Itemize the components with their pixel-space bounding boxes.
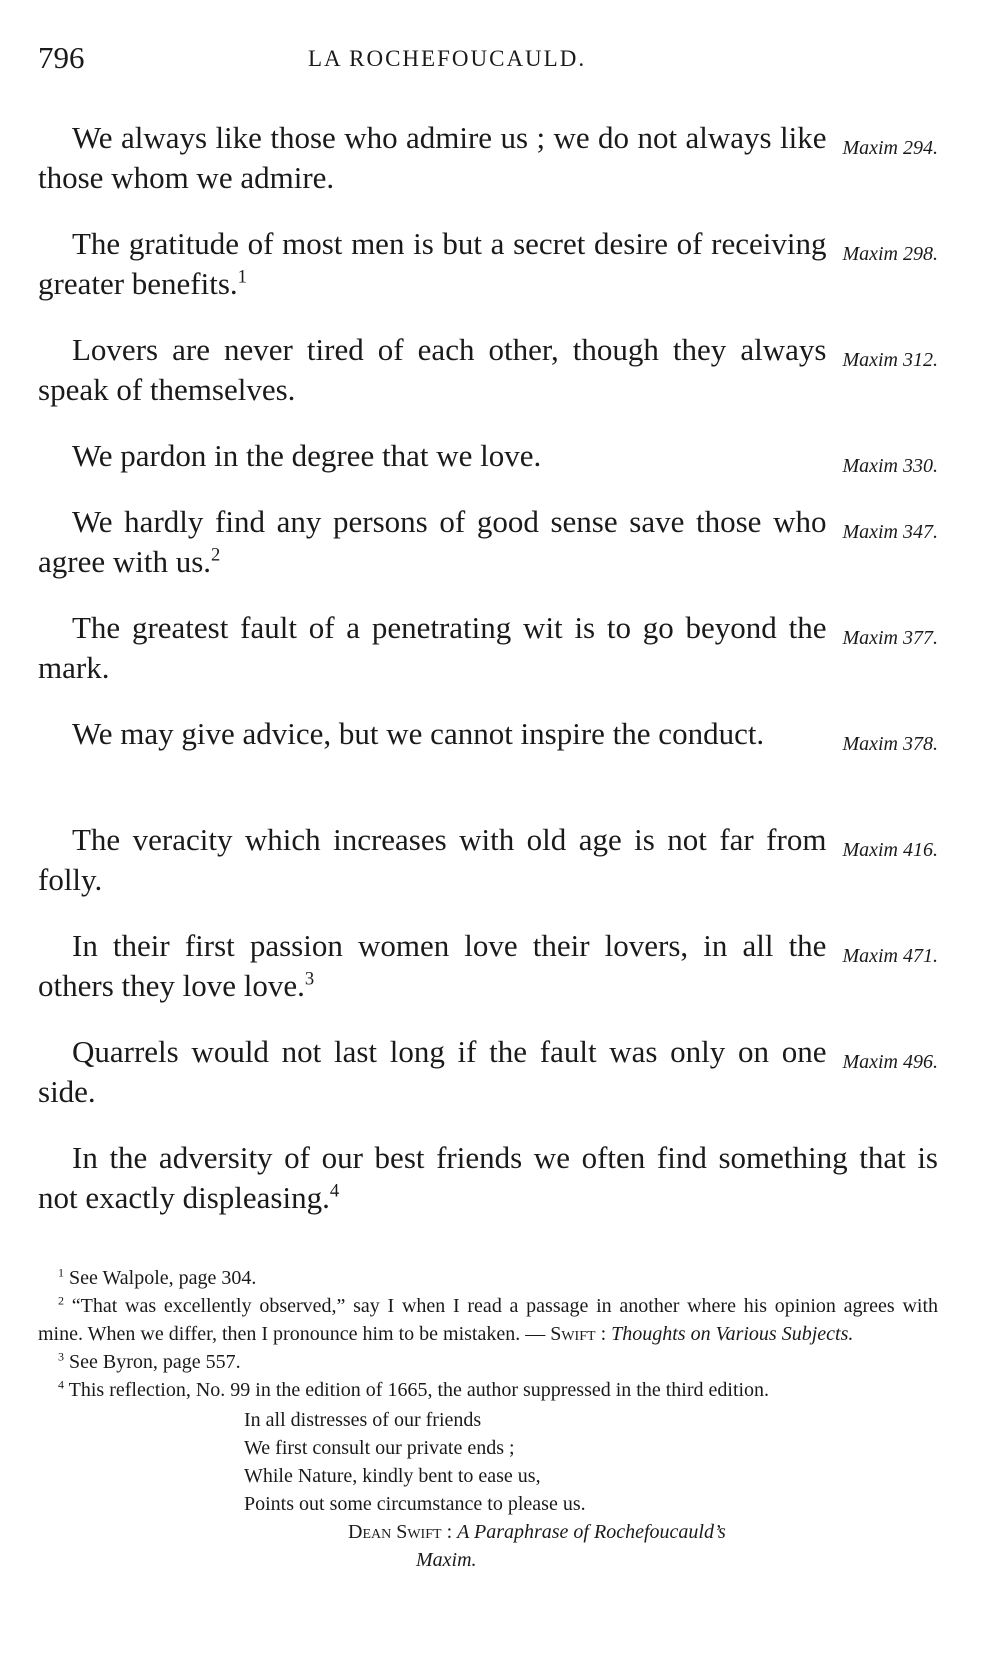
maxim-330 — [38, 436, 938, 477]
footnote-mark: 3 — [304, 968, 315, 990]
maxim-text: In the adversity of our best friends we often find something that is not exactly displeasing. — [38, 1140, 938, 1215]
attribution-author: Dean Swift — [348, 1521, 442, 1543]
maxim-reference: Maxim 294. — [842, 137, 938, 159]
running-head — [38, 40, 938, 80]
verse-attribution — [348, 1518, 938, 1546]
maxims-list — [38, 118, 938, 1244]
maxim-text: The veracity which increases with old age is not far from folly. — [38, 822, 827, 897]
footnotes — [38, 1264, 938, 1574]
maxim-text: We hardly find any persons of good sense save those who agree with us. — [38, 504, 827, 579]
maxim-text: We pardon in the degree that we love. — [72, 438, 542, 473]
footnote-4 — [38, 1376, 938, 1404]
footnote-1 — [38, 1264, 938, 1292]
running-title: LA ROCHEFOUCAULD. — [308, 46, 587, 71]
footnote-number: 1 — [58, 1265, 64, 1280]
maxim-reference: Maxim 377. — [842, 627, 938, 649]
maxim-471 — [38, 926, 938, 1007]
maxim-reference: Maxim 416. — [842, 839, 938, 861]
footnote-2 — [38, 1292, 938, 1348]
verse-line: We first consult our private ends ; — [244, 1437, 515, 1459]
maxim-294 — [38, 118, 938, 199]
maxim-reference: Maxim 298. — [842, 243, 938, 265]
verse-line: While Nature, kindly bent to ease us, — [244, 1465, 541, 1487]
footnote-text: See Walpole, page 304. — [69, 1267, 257, 1289]
maxim-adversity — [38, 1138, 938, 1219]
footnote-text: See Byron, page 557. — [69, 1351, 241, 1373]
footnote-author: Swift — [550, 1323, 596, 1345]
maxim-reference: Maxim 496. — [842, 1051, 938, 1073]
maxim-reference: Maxim 330. — [842, 455, 938, 477]
verse-line: Points out some circumstance to please us. — [244, 1493, 586, 1515]
maxim-reference: Maxim 378. — [842, 733, 938, 755]
verse-line: In all distresses of our friends — [244, 1409, 482, 1431]
maxim-298 — [38, 224, 938, 305]
attribution-separator: : — [441, 1521, 458, 1543]
maxim-416 — [38, 820, 938, 901]
attribution-work-continued: Maxim. — [416, 1549, 477, 1571]
footnote-number: 2 — [58, 1293, 64, 1308]
footnote-mark: 4 — [329, 1180, 340, 1202]
maxim-reference: Maxim 312. — [842, 349, 938, 371]
footnote-number: 3 — [58, 1349, 64, 1364]
maxim-text: The gratitude of most men is but a secret desire of receiving greater benefits. — [38, 226, 827, 301]
maxim-378 — [38, 714, 938, 795]
footnote-mark: 1 — [237, 266, 247, 288]
footnote-number: 4 — [58, 1377, 64, 1392]
footnote-work: Thoughts on Various Subjects. — [611, 1323, 854, 1345]
maxim-text: Lovers are never tired of each other, though they always speak of themselves. — [38, 332, 827, 407]
footnote-text: “That was excellently observed,” say I when I read a passage in another where his opinion agrees with mine. When we differ, then I pronounce him to be mistaken. — — [38, 1295, 939, 1345]
maxim-text: The greatest fault of a penetrating wit is to go beyond the mark. — [38, 610, 827, 685]
maxim-347 — [38, 502, 938, 583]
footnote-text: This reflection, No. 99 in the edition of 1665, the author suppressed in the third edition. — [68, 1379, 770, 1401]
maxim-reference: Maxim 347. — [842, 521, 938, 543]
footnote-mark: 2 — [211, 544, 221, 566]
maxim-text: We may give advice, but we cannot inspire the conduct. — [72, 716, 765, 751]
maxim-496 — [38, 1032, 938, 1113]
footnote-verse — [244, 1406, 938, 1518]
footnote-separator: : — [595, 1323, 612, 1345]
book-page — [38, 40, 939, 1571]
maxim-text: In their first passion women love their lovers, in all the others they love love. — [38, 928, 827, 1003]
page-number: 796 — [38, 40, 85, 75]
maxim-text: Quarrels would not last long if the fault was only on one side. — [38, 1034, 827, 1109]
maxim-reference: Maxim 471. — [842, 945, 938, 967]
footnote-3 — [38, 1348, 938, 1376]
attribution-work: A Paraphrase of Rochefoucauld’s — [457, 1521, 726, 1543]
maxim-312 — [38, 330, 938, 411]
maxim-text: We always like those who admire us ; we do not always like those whom we admire. — [38, 120, 827, 195]
maxim-377 — [38, 608, 938, 689]
